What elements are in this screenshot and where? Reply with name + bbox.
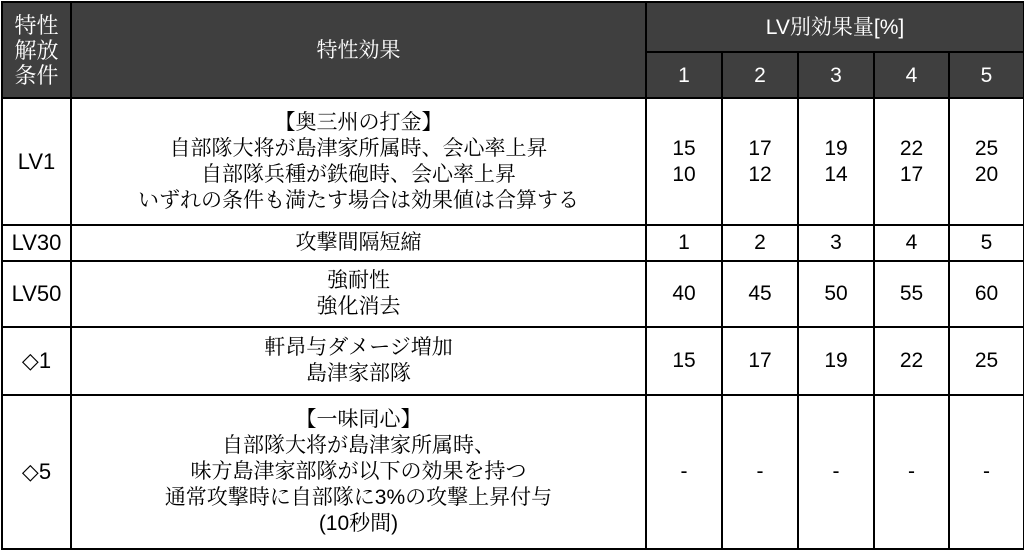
value-line: 12 bbox=[748, 162, 772, 186]
table-row bbox=[2, 225, 1024, 261]
value-cell bbox=[722, 98, 798, 225]
effect-line: 自部隊兵種が鉄砲時、会心率上昇 bbox=[201, 162, 516, 186]
table-row bbox=[2, 395, 1024, 549]
effect-line: 軒昂与ダメージ増加 bbox=[264, 336, 453, 359]
row-effect bbox=[71, 225, 646, 261]
value-cell: - bbox=[874, 395, 949, 549]
value-cell: 45 bbox=[722, 261, 798, 327]
value-line: 22 bbox=[899, 136, 924, 160]
value-line: 19 bbox=[824, 136, 848, 160]
value-cell: 15 bbox=[646, 327, 722, 395]
value-cell: - bbox=[798, 395, 874, 549]
header-level-3: 3 bbox=[798, 52, 874, 98]
value-line: 20 bbox=[974, 162, 999, 186]
value-cell: 17 bbox=[722, 327, 798, 395]
value-cell: 3 bbox=[798, 225, 874, 261]
value-cell: 19 bbox=[798, 327, 874, 395]
value-cell: 40 bbox=[646, 261, 722, 327]
header-unlock-line: 条件 bbox=[14, 62, 59, 88]
header-effect: 特性効果 bbox=[71, 2, 646, 98]
value-line: 10 bbox=[672, 162, 696, 186]
row-effect bbox=[71, 327, 646, 395]
table-row bbox=[2, 98, 1024, 225]
row-effect bbox=[71, 98, 646, 225]
effect-line: 【奥三州の打金】 bbox=[274, 110, 443, 134]
value-cell: 60 bbox=[949, 261, 1024, 327]
row-condition: LV30 bbox=[2, 225, 71, 261]
header-unlock-line: 特性 bbox=[14, 12, 59, 38]
row-condition: ◇1 bbox=[2, 327, 71, 395]
header-level-1: 1 bbox=[646, 52, 722, 98]
effect-line: 強化消去 bbox=[316, 295, 401, 318]
value-cell: 22 bbox=[874, 327, 949, 395]
value-line: 15 bbox=[672, 136, 696, 160]
header-unlock-condition bbox=[2, 2, 71, 98]
effect-line: 自部隊大将が島津家所属時、 bbox=[222, 434, 495, 457]
value-line: 17 bbox=[748, 136, 772, 160]
value-cell: 55 bbox=[874, 261, 949, 327]
effect-line: 島津家部隊 bbox=[306, 362, 411, 385]
row-condition: ◇5 bbox=[2, 395, 71, 549]
value-cell: 2 bbox=[722, 225, 798, 261]
value-cell: 50 bbox=[798, 261, 874, 327]
value-cell bbox=[874, 98, 949, 225]
row-condition: LV1 bbox=[2, 98, 71, 225]
effect-line: 自部隊大将が島津家所属時、会心率上昇 bbox=[169, 136, 548, 160]
row-effect bbox=[71, 395, 646, 549]
value-line: 17 bbox=[899, 162, 924, 186]
effect-line: 攻撃間隔短縮 bbox=[295, 231, 422, 254]
value-line: 14 bbox=[824, 162, 848, 186]
value-cell: - bbox=[949, 395, 1024, 549]
effect-line: 味方島津家部隊が以下の効果を持つ bbox=[190, 460, 527, 483]
header-level-effect: LV別効果量[%] bbox=[646, 2, 1024, 52]
value-cell: 4 bbox=[874, 225, 949, 261]
value-cell bbox=[949, 98, 1024, 225]
header-level-5: 5 bbox=[949, 52, 1024, 98]
value-cell bbox=[798, 98, 874, 225]
row-effect bbox=[71, 261, 646, 327]
trait-table bbox=[1, 1, 1024, 550]
value-cell: - bbox=[646, 395, 722, 549]
value-cell bbox=[646, 98, 722, 225]
value-cell: 25 bbox=[949, 327, 1024, 395]
table-row bbox=[2, 327, 1024, 395]
effect-line: 強耐性 bbox=[327, 269, 390, 292]
value-cell: 1 bbox=[646, 225, 722, 261]
effect-line: 【一味同心】 bbox=[295, 408, 422, 431]
effect-line: いずれの条件も満たす場合は効果値は合算する bbox=[138, 188, 579, 212]
row-condition: LV50 bbox=[2, 261, 71, 327]
header-level-2: 2 bbox=[722, 52, 798, 98]
effect-line: 通常攻撃時に自部隊に3%の攻撃上昇付与 bbox=[164, 486, 553, 509]
table-row bbox=[2, 261, 1024, 327]
value-cell: 5 bbox=[949, 225, 1024, 261]
header-level-4: 4 bbox=[874, 52, 949, 98]
header-unlock-line: 解放 bbox=[14, 37, 59, 63]
effect-line: (10秒間) bbox=[318, 512, 399, 535]
value-cell: - bbox=[722, 395, 798, 549]
value-line: 25 bbox=[974, 136, 999, 160]
